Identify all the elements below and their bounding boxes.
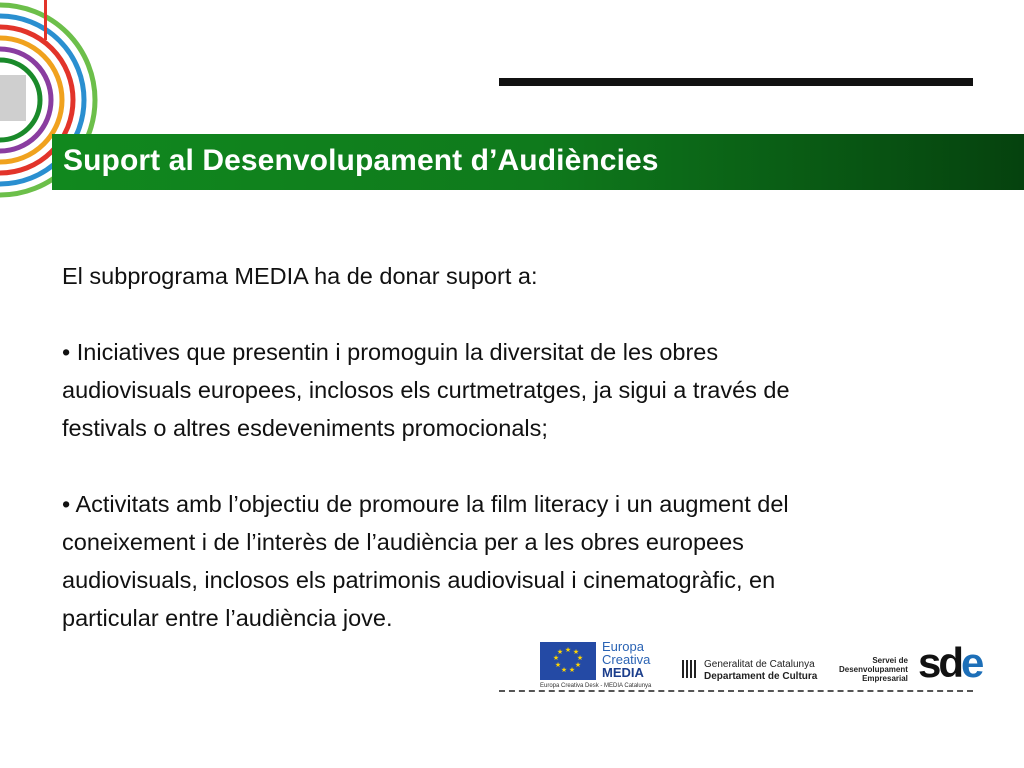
footer-dashed-rule — [499, 690, 973, 692]
svg-text:★: ★ — [568, 667, 576, 674]
generalitat-line-2: Departament de Cultura — [704, 671, 818, 682]
eu-subtitle: Europa Creativa Desk - MEDIA Catalunya — [540, 683, 652, 689]
bullet-2-line: • Activitats amb l’objectiu de promoure la film literacy i un augment del — [62, 491, 789, 517]
bullet-2-line: coneixement i de l’interès de l’audiència per a les obres europees — [62, 529, 744, 555]
svg-text:★: ★ — [554, 662, 562, 669]
sde-letter-e: e — [961, 639, 982, 686]
bullet-1-line: • Iniciatives que presentin i promoguin la diversitat de les obres — [62, 339, 719, 365]
bullet-1-line: audiovisuals europees, inclosos els curtmetratges, ja sigui a través de — [62, 377, 790, 403]
eu-line-1: Europa — [602, 639, 644, 654]
eu-flag-icon — [540, 642, 596, 680]
sde-caption — [839, 656, 908, 683]
footer-logos — [536, 636, 982, 694]
bullet-1-line: festivals o altres esdeveniments promocionals; — [62, 415, 548, 441]
svg-text:★: ★ — [576, 655, 584, 662]
svg-text:★: ★ — [552, 655, 560, 662]
generalitat-line-1: Generalitat de Catalunya — [704, 659, 815, 670]
decorative-rings-logo — [0, 0, 110, 230]
top-rule — [499, 78, 973, 86]
sde-line-1: Servei de — [872, 656, 908, 665]
intro-text: El subprograma MEDIA ha de donar suport a: — [62, 263, 538, 289]
sde-logo — [918, 639, 982, 686]
slide-body — [62, 257, 962, 637]
slide-title: Suport al Desenvolupament d’Audiències — [63, 144, 659, 177]
generalitat-icon — [682, 660, 697, 678]
svg-text:★: ★ — [572, 649, 580, 656]
sde-line-3: Empresarial — [862, 674, 908, 683]
bullet-2-line: audiovisuals, inclosos els patrimonis audiovisual i cinematogràfic, en — [62, 567, 776, 593]
eu-line-3: MEDIA — [602, 665, 644, 680]
svg-text:★: ★ — [560, 667, 568, 674]
svg-text:★: ★ — [574, 662, 582, 669]
bullet-2-line: particular entre l’audiència jove. — [62, 605, 393, 631]
title-bar — [52, 134, 1024, 190]
sde-letter-d: d — [938, 639, 962, 686]
generalitat-logo — [704, 659, 817, 683]
svg-text:★: ★ — [564, 647, 572, 654]
svg-text:★: ★ — [556, 649, 564, 656]
eu-line-2: Creativa — [602, 652, 651, 667]
europa-creativa-logo — [602, 640, 650, 679]
sde-letter-s: s — [918, 639, 939, 686]
sde-line-2: Desenvolupament — [839, 665, 908, 674]
